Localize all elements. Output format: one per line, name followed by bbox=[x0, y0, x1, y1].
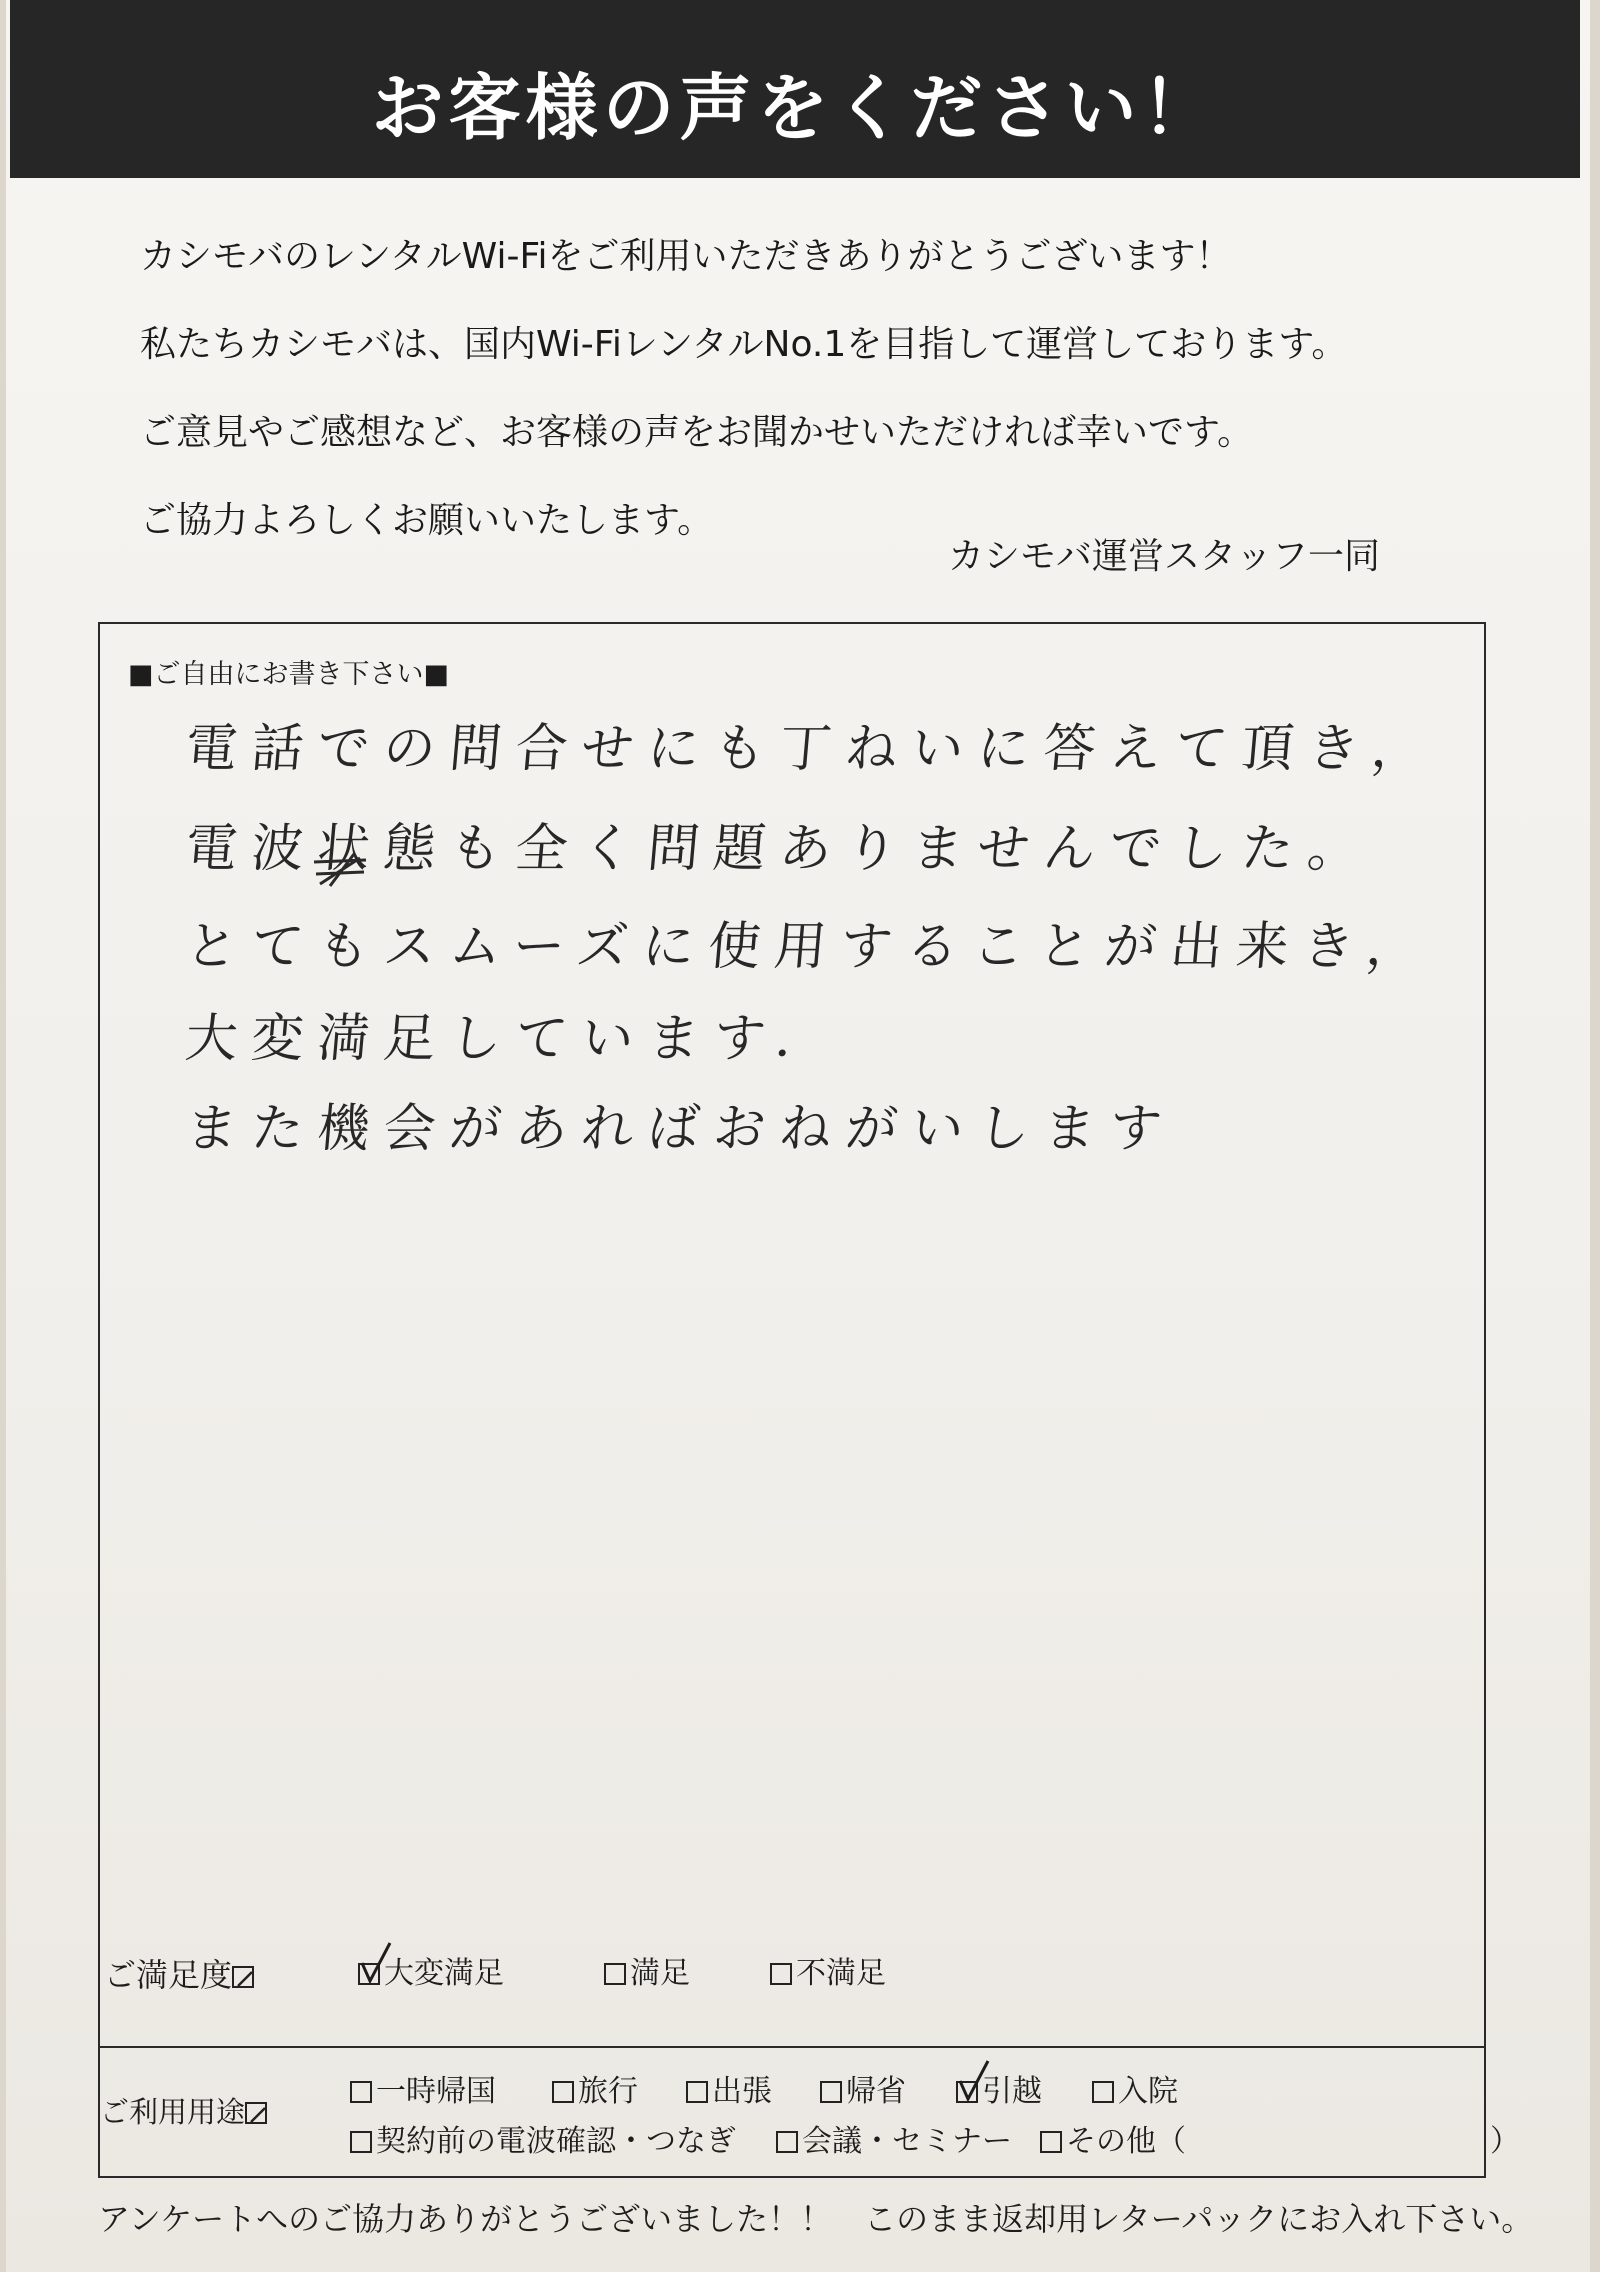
satisfaction-option-satisfied[interactable]: 満足 bbox=[604, 1948, 690, 1992]
checkbox[interactable] bbox=[820, 2081, 842, 2103]
intro-line: カシモバのレンタルWi-Fiをご利用いただきありがとうございます！ bbox=[140, 236, 1232, 277]
usage-option-pre-contract-check[interactable]: 契約前の電波確認・つなぎ bbox=[350, 2116, 736, 2160]
intro-line: ご意見やご感想など、お客様の声をお聞かせいただければ幸いです。 bbox=[140, 412, 1254, 453]
checkbox[interactable] bbox=[552, 2081, 574, 2103]
checkbox[interactable] bbox=[1092, 2081, 1114, 2103]
satisfaction-option-very-satisfied[interactable]: 大変満足 bbox=[358, 1948, 504, 1992]
satisfaction-option-unsatisfied[interactable]: 不満足 bbox=[770, 1948, 886, 1992]
handwritten-line: 電話での問合せにも丁ねいに答えて頂き， bbox=[182, 719, 1441, 779]
usage-option-temporary-return[interactable]: 一時帰国 bbox=[350, 2066, 496, 2110]
footer-message: アンケートへのご協力ありがとうございました！！ このまま返却用レターパックにお入れ下さい。 bbox=[98, 2200, 1534, 2238]
usage-other-close-paren: ） bbox=[1490, 2124, 1520, 2159]
handwritten-line: 大変満足しています． bbox=[182, 1009, 844, 1069]
usage-label: ご利用用途 bbox=[100, 2090, 271, 2131]
usage-option-hospitalization[interactable]: 入院 bbox=[1092, 2066, 1178, 2110]
checkbox bbox=[245, 2102, 267, 2124]
checkbox[interactable] bbox=[358, 1963, 380, 1985]
usage-option-moving[interactable]: 引越 bbox=[956, 2066, 1042, 2110]
checkbox bbox=[232, 1966, 254, 1988]
checkbox[interactable] bbox=[956, 2081, 978, 2103]
page-title: お客様の声をください！ bbox=[371, 66, 1219, 150]
intro-line: 私たちカシモバは、国内Wi-FiレンタルNo.1を目指して運営しております。 bbox=[140, 324, 1348, 365]
handwritten-line: とてもスムーズに使用することが出来き， bbox=[182, 917, 1435, 977]
checkbox[interactable] bbox=[776, 2131, 798, 2153]
checkbox[interactable] bbox=[604, 1963, 626, 1985]
usage-option-other[interactable]: その他（ bbox=[1040, 2116, 1186, 2160]
title-banner bbox=[10, 0, 1580, 178]
handwritten-line: 電波状態も全く問題ありませんでした。 bbox=[182, 819, 1377, 879]
checkbox[interactable] bbox=[350, 2081, 372, 2103]
usage-option-travel[interactable]: 旅行 bbox=[552, 2066, 638, 2110]
staff-signature: カシモバ運営スタッフ一同 bbox=[948, 536, 1381, 577]
checkbox[interactable] bbox=[686, 2081, 708, 2103]
free-comment-label: ■ご自由にお書き下さい■ bbox=[128, 659, 450, 690]
form-divider bbox=[98, 2046, 1486, 2048]
intro-line: ご協力よろしくお願いいたします。 bbox=[140, 500, 714, 541]
checkbox[interactable] bbox=[770, 1963, 792, 1985]
usage-option-meeting-seminar[interactable]: 会議・セミナー bbox=[776, 2116, 1012, 2160]
checkbox[interactable] bbox=[350, 2131, 372, 2153]
scribble-mark bbox=[310, 850, 370, 890]
checkbox[interactable] bbox=[1040, 2131, 1062, 2153]
usage-option-homecoming[interactable]: 帰省 bbox=[820, 2066, 906, 2110]
satisfaction-label: ご満足度 bbox=[104, 1950, 258, 1996]
handwritten-line: また機会があればおねがいします bbox=[182, 1099, 1179, 1159]
usage-option-business-trip[interactable]: 出張 bbox=[686, 2066, 772, 2110]
